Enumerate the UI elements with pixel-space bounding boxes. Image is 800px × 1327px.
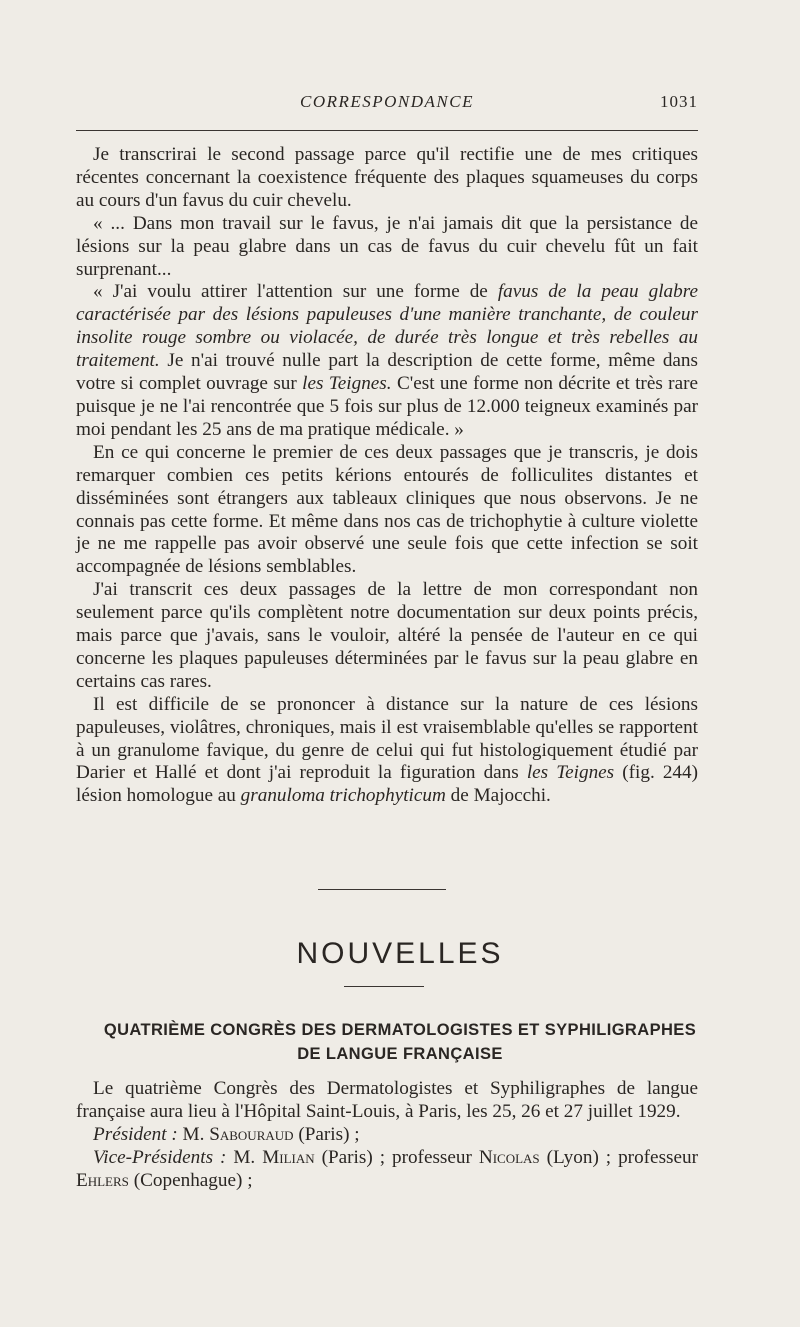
news-body [76,1078,698,1193]
paragraph-3-text-c: C'est une forme non décrite et très rare puisque je ne l'ai rencontrée que 5 fois sur plus de 12.000 teigneux examinés par moi pendant les 25 ans de ma pratique médicale. » [76,373,698,440]
vice-presidents-line [76,1147,698,1193]
congress-heading-line-2: DE LANGUE FRANÇAISE [297,1045,503,1063]
vice-presidents-label: Vice-Présidents : [93,1146,227,1168]
header-rule [76,130,698,131]
president-prefix: M. [177,1123,210,1145]
vp-prefix: M. [226,1146,263,1168]
vp-name-2: Nicolas [478,1146,540,1168]
paragraph-1: Je transcrirai le second passage parce qu'il rectifie une de mes critiques récentes concernant la coexistence fréquente des plaques squameuses du corps au cours d'un favus du cuir chevelu. [76,144,698,211]
president-label: Président : [93,1123,178,1145]
paragraph-6-text-a: Il est difficile de se prononcer à distance sur la nature de ces lésions papuleuses, violâtres, chroniques, mais il est vraisemblable qu'elles se rapportent à un granulome favique, du genre de celui qui fut histologiquement étudié par Darier et Hallé et dont j'ai reproduit la figuration dans [76,693,698,784]
paragraph-3-italic-a: favus de la peau glabre caractérisée par des lésions papuleuses d'une manière tranchante, de couleur insolite rouge sombre ou violacée, de durée très longue et très rebelles au traitement. [76,281,698,372]
vp-name-3: Ehlers [76,1169,129,1191]
paragraph-4: En ce qui concerne le premier de ces deux passages que je transcris, je dois remarquer combien ces petits kérions entourés de folliculites distantes et disséminées sont étrangers aux tableaux cliniques que nous observons. Je ne connais pas cette forme. Et même dans nos cas de trichophytie à culture violette je ne me rappelle pas avoir observé une seule fois que cette infection se soit accompagnée de lésions semblables. [76,441,698,578]
congress-heading-line-1: QUATRIÈME CONGRÈS DES DERMATOLOGISTES ET SYPHILIGRAPHES [103,1021,697,1039]
paragraph-5: J'ai transcrit ces deux passages de la lettre de mon correspondant non seulement parce qu'ils complètent notre documentation sur deux points précis, mais parce que j'avais, sans le vouloir, altéré la pensée de l'auteur en ce qui concerne les plaques papuleuses déterminées par le favus sur la peau glabre en certains cas rares. [76,579,698,692]
paragraph-3-text-a: « J'ai voulu attirer l'attention sur une forme de [93,281,498,303]
running-title: CORRESPONDANCE [300,92,474,111]
paragraph-3 [76,281,698,441]
vp-text-3: (Copenhague) ; [128,1169,253,1191]
running-head [76,92,698,116]
correspondence-body [76,144,698,808]
news-paragraph-1: Le quatrième Congrès des Dermatologistes et Syphiligraphes de langue française aura lieu à l'Hôpital Saint-Louis, à Paris, les 25, 26 et 27 juillet 1929. [76,1078,698,1122]
president-city: (Paris) ; [293,1123,360,1145]
section-separator [318,889,446,890]
vp-text-1: (Paris) ; professeur [314,1146,479,1168]
page-number: 1031 [660,92,698,111]
paragraph-6-text-b: (fig. 244) lésion homologue au [76,762,698,807]
vp-name-1: Milian [262,1146,315,1168]
vp-text-2: (Lyon) ; professeur [539,1146,699,1168]
president-line [76,1124,698,1147]
paragraph-6-italic-a: les Teignes [526,762,615,784]
paragraph-3-text-b: Je n'ai trouvé nulle part la description de cette forme, même dans votre si complet ouvrage sur [76,350,698,395]
congress-heading [60,1018,740,1066]
president-name: Sabouraud [209,1123,294,1145]
paragraph-2: « ... Dans mon travail sur le favus, je n'ai jamais dit que la persistance de lésions sur la peau glabre dans un cas de favus du cuir chevelu fût un fait surprenant... [76,212,698,280]
section-title-rule [344,986,424,987]
section-title: NOUVELLES [296,937,504,970]
paragraph-6 [76,694,698,809]
paragraph-6-italic-b: granuloma trichophyticum [240,785,446,807]
paragraph-6-text-c: de Majocchi. [445,785,551,807]
paragraph-3-italic-b: les Teignes. [302,373,392,395]
